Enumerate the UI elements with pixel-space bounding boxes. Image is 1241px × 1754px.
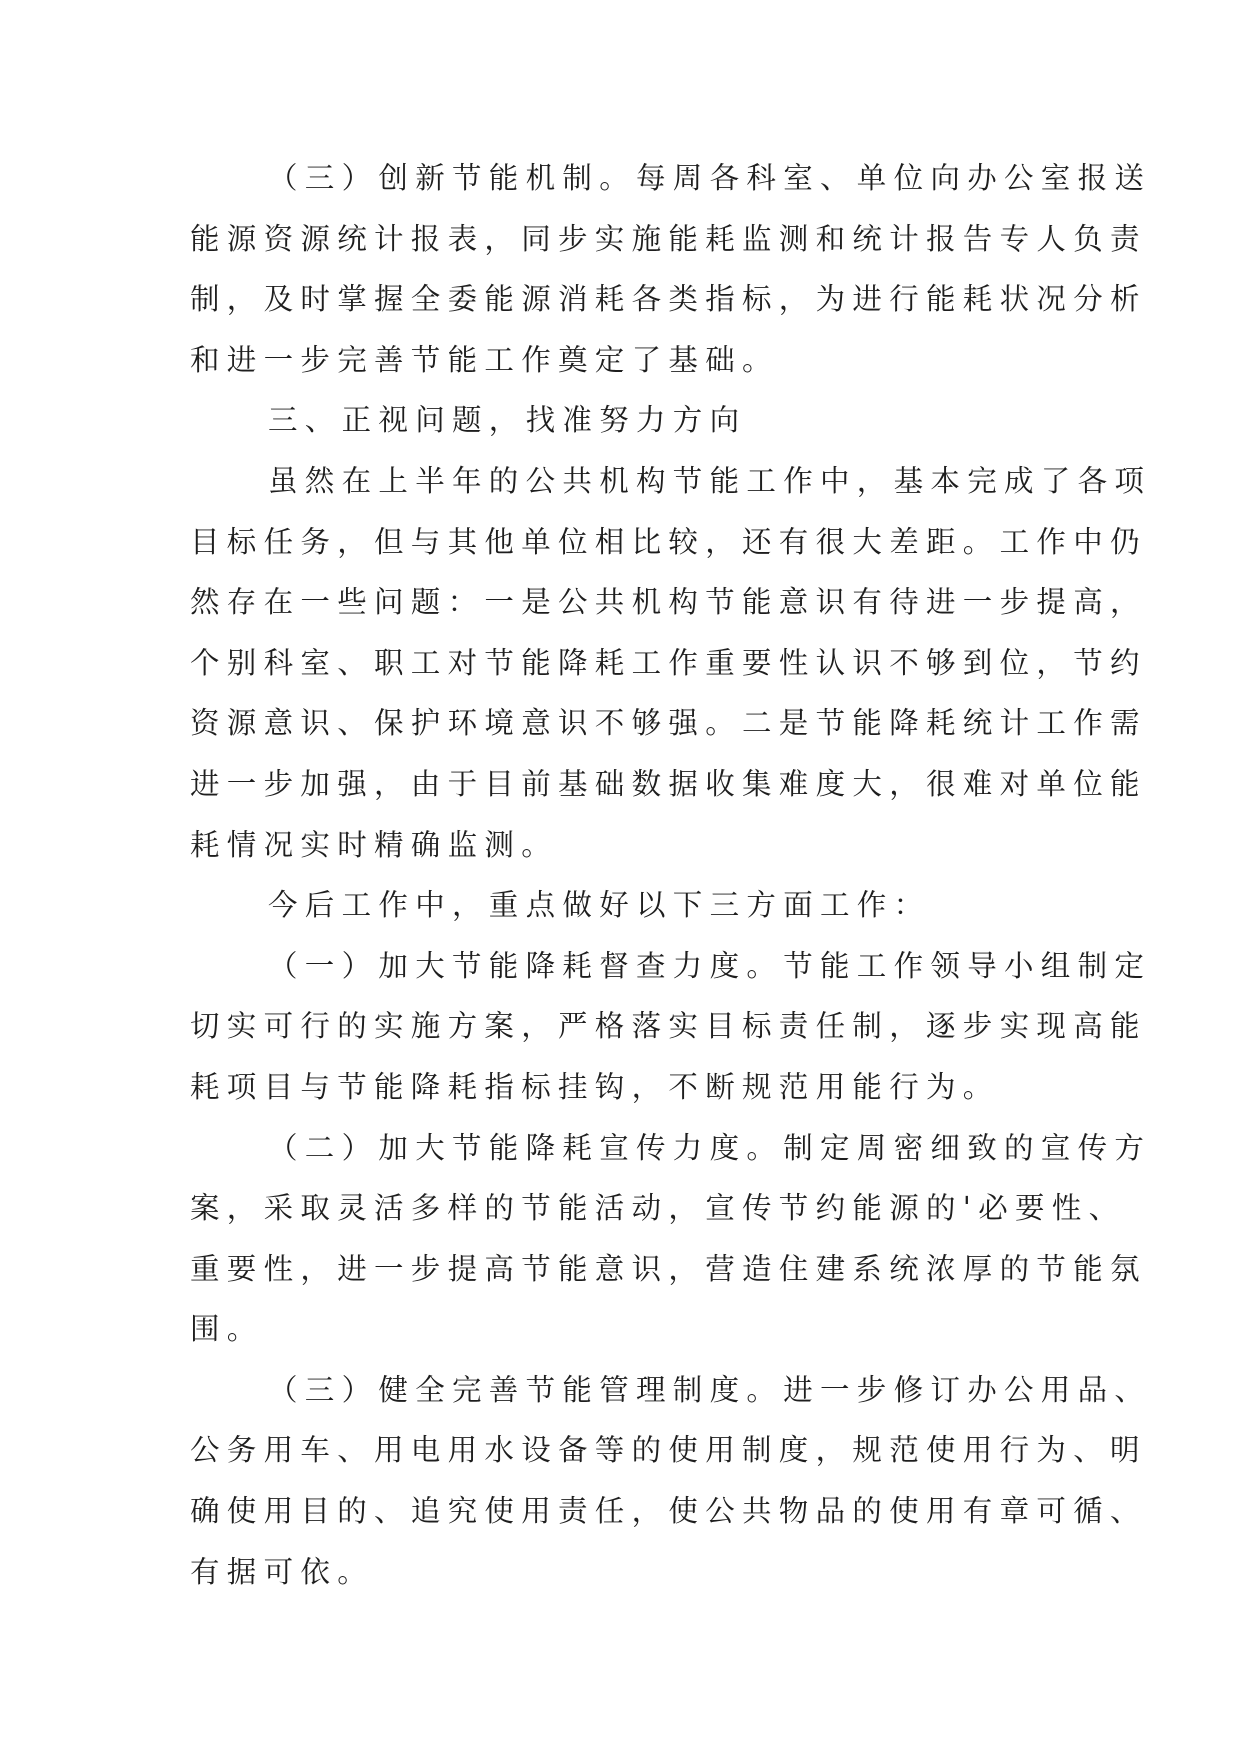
paragraph-line: 个别科室、职工对节能降耗工作重要性认识不够到位，节约 <box>190 645 1147 680</box>
paragraph-line: （三）创新节能机制。每周各科室、单位向办公室报送 <box>268 161 1152 195</box>
paragraph-line: 确使用目的、追究使用责任，使公共物品的使用有章可循、 <box>190 1494 1147 1529</box>
section-heading: 三、正视问题，找准努力方向 <box>268 403 747 438</box>
paragraph-line: （二）加大节能降耗宣传力度。制定周密细致的宣传方 <box>268 1130 1152 1165</box>
paragraph-line: 今后工作中，重点做好以下三方面工作： <box>268 888 931 923</box>
paragraph-line: 和进一步完善节能工作奠定了基础。 <box>190 342 779 377</box>
paragraph-line: 公务用车、用电用水设备等的使用制度，规范使用行为、明 <box>190 1433 1147 1468</box>
paragraph-line: 能源资源统计报表，同步实施能耗监测和统计报告专人负责 <box>190 221 1147 256</box>
paragraph-line: 有据可依。 <box>190 1554 375 1589</box>
paragraph-line: 虽然在上半年的公共机构节能工作中，基本完成了各项 <box>268 463 1152 498</box>
paragraph-line: 目标任务，但与其他单位相比较，还有很大差距。工作中仍 <box>190 524 1147 559</box>
paragraph-line: 切实可行的实施方案，严格落实目标责任制，逐步实现高能 <box>190 1009 1147 1044</box>
paragraph-line: 资源意识、保护环境意识不够强。二是节能降耗统计工作需 <box>190 706 1147 741</box>
paragraph-line: 耗项目与节能降耗指标挂钩，不断规范用能行为。 <box>190 1069 1000 1104</box>
document-body <box>190 148 1152 1602</box>
paragraph-line: （一）加大节能降耗督查力度。节能工作领导小组制定 <box>268 948 1152 983</box>
paragraph-line: 然存在一些问题：一是公共机构节能意识有待进一步提高， <box>190 585 1147 620</box>
paragraph-line: 进一步加强，由于目前基础数据收集难度大，很难对单位能 <box>190 766 1147 801</box>
paragraph-line: 重要性，进一步提高节能意识，营造住建系统浓厚的节能氛 <box>190 1251 1147 1286</box>
paragraph-line: 案，采取灵活多样的节能活动，宣传节约能源的'必要性、 <box>190 1191 1126 1226</box>
paragraph-line: （三）健全完善节能管理制度。进一步修订办公用品、 <box>268 1372 1152 1407</box>
paragraph-line: 制，及时掌握全委能源消耗各类指标，为进行能耗状况分析 <box>190 282 1147 317</box>
paragraph-line: 围。 <box>190 1312 264 1347</box>
paragraph-line: 耗情况实时精确监测。 <box>190 827 559 862</box>
